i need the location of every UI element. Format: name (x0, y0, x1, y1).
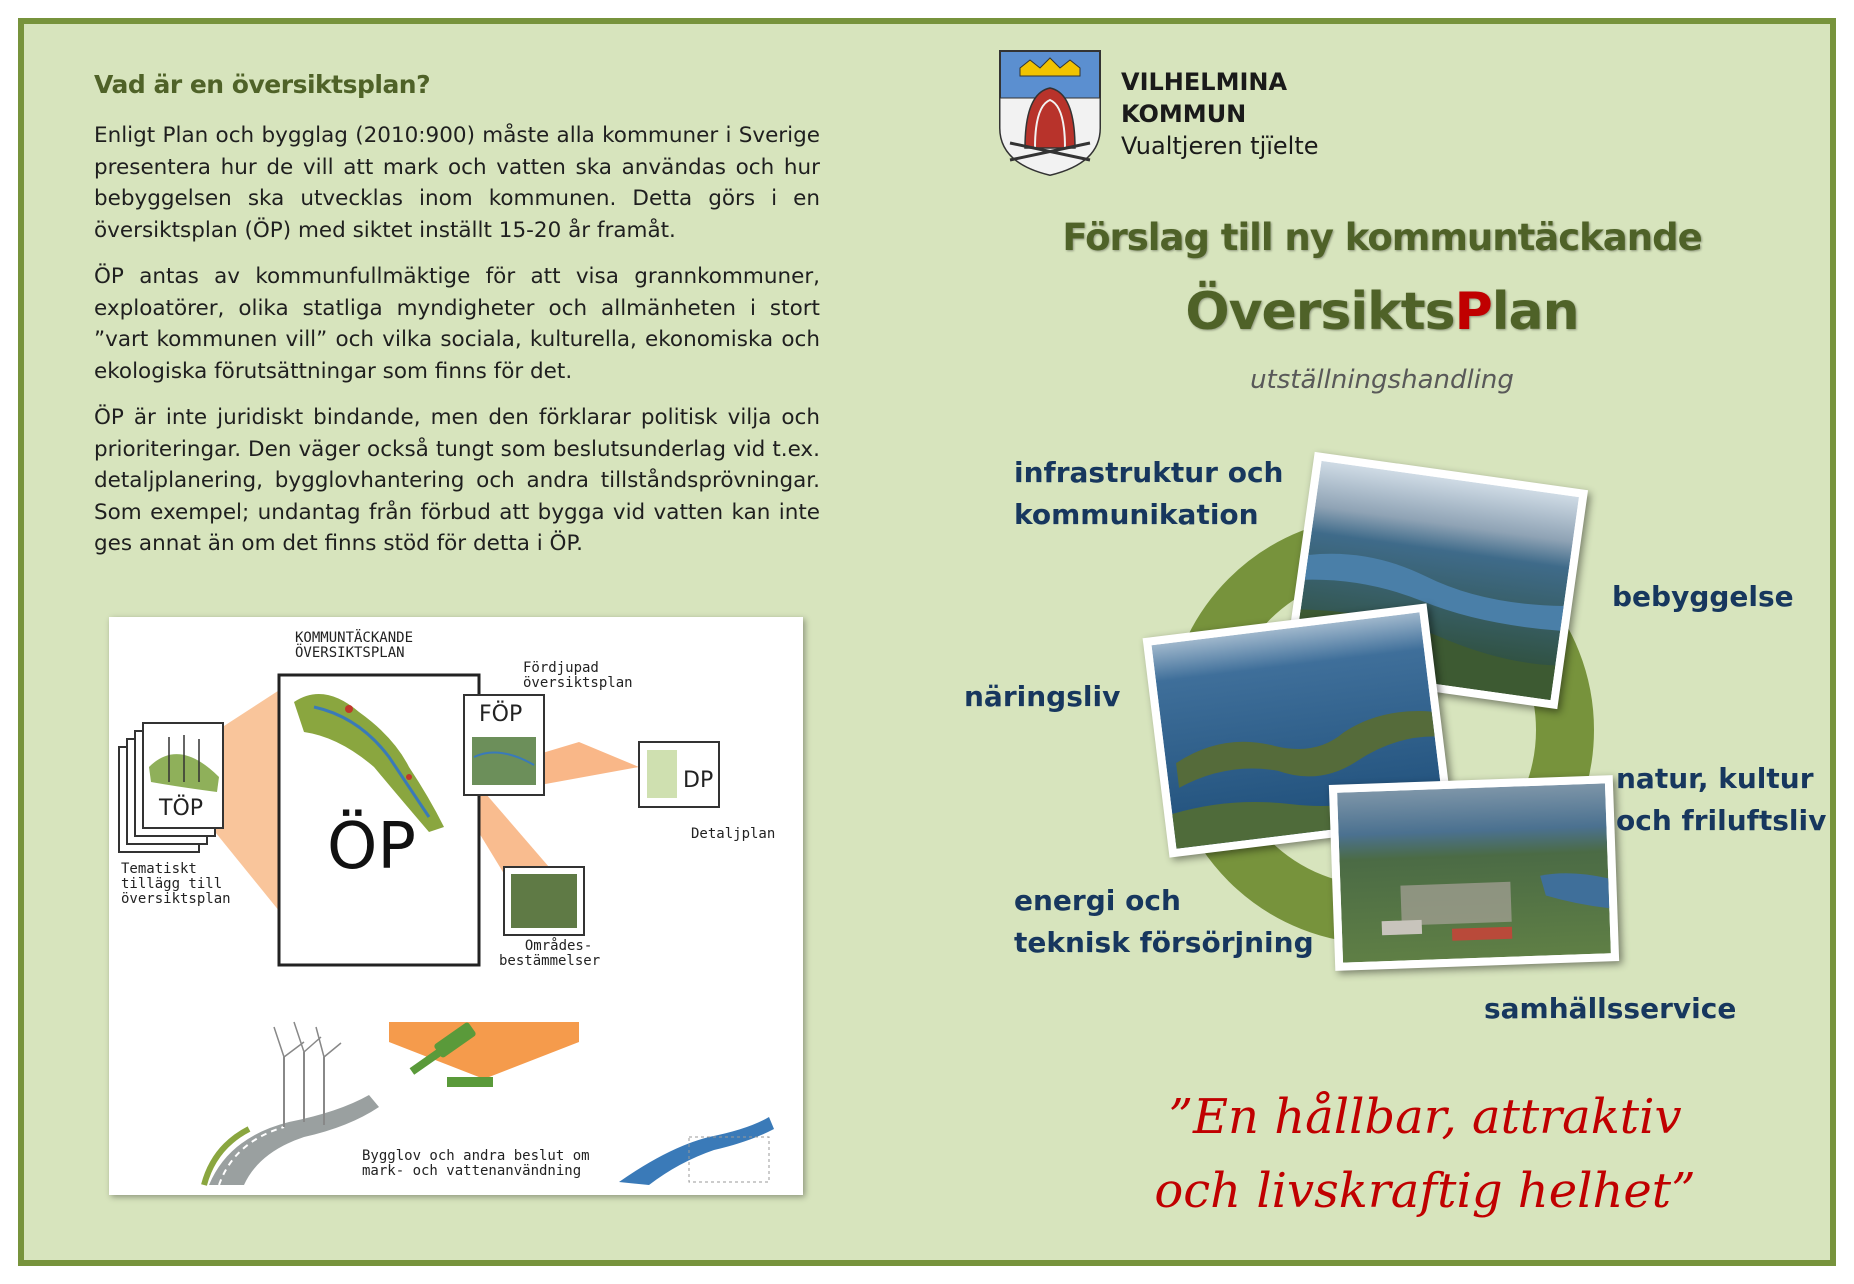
photo-town-aerial (1329, 775, 1619, 971)
topic-infrastruktur: infrastruktur och kommunikation (1014, 456, 1284, 531)
topic-samhallsservice: samhällsservice (1484, 992, 1737, 1025)
fop-caption: Fördjupad översiktsplan (523, 660, 633, 691)
document-subtitle: utställningshandling (1250, 365, 1514, 395)
topic-energi: energi och teknisk försörjning (1014, 884, 1314, 959)
municipality-name: VILHELMINA KOMMUN Vualtjeren tjïelte (1121, 68, 1319, 160)
title-line-2: ÖversiktsPlan (1185, 282, 1579, 342)
paragraph-2: ÖP antas av kommunfullmäktige för att visa grannkommuner, exploatörer, olika statliga myndigheter och allmänheten i stort ”vart kommunen vill” och vilka sociala, kulturella, ekonomiska och ekologiska förutsättningar som finns för det. (94, 264, 820, 384)
dp-label: DP (683, 768, 714, 793)
title-line-1: Förslag till ny kommuntäckande (1062, 216, 1702, 259)
topic-bebyggelse: bebyggelse (1612, 580, 1794, 613)
main-plan-caption: KOMMUNTÄCKANDE ÖVERSIKTSPLAN (295, 630, 414, 661)
municipality-coat-of-arms (995, 48, 1105, 178)
top-caption: Tematiskt tillägg till översiktsplan (121, 861, 231, 907)
plan-hierarchy-diagram (109, 617, 803, 1195)
fop-label: FÖP (479, 702, 523, 727)
intro-text (94, 120, 820, 575)
omr-caption: Områdes- bestämmelser (499, 938, 601, 969)
bottom-caption: Bygglov och andra beslut om mark- och vattenanvändning (362, 1148, 590, 1179)
dp-caption: Detaljplan (691, 826, 776, 842)
topic-naringsliv: näringsliv (964, 680, 1121, 713)
top-label: TÖP (159, 796, 204, 821)
paragraph-1: Enligt Plan och bygglag (2010:900) måste alla kommuner i Sverige presentera hur de vill att mark och vatten ska användas och hur bebyggelsen ska utvecklas inom kommunen. Detta görs i en översiktsplan (ÖP) med siktet inställt 15-20 år framåt. (94, 123, 820, 243)
topic-natur-kultur: natur, kultur och friluftsliv (1616, 762, 1827, 837)
slogan-quote: ”En hållbar, attraktiv och livskraftig helhet” (1154, 1089, 1696, 1219)
paragraph-3: ÖP är inte juridiskt bindande, men den förklarar politisk vilja och prioriteringar. Den väger också tungt som beslutsunderlag vid t.ex. detaljplanering, bygglovhantering och andra tillståndsprövningar. Som exempel; undantag från förbud att bygga vid vatten kan inte ges annat än om det finns stöd för detta i ÖP. (94, 405, 820, 556)
section-heading: Vad är en översiktsplan? (94, 70, 431, 99)
op-label: ÖP (327, 810, 416, 884)
